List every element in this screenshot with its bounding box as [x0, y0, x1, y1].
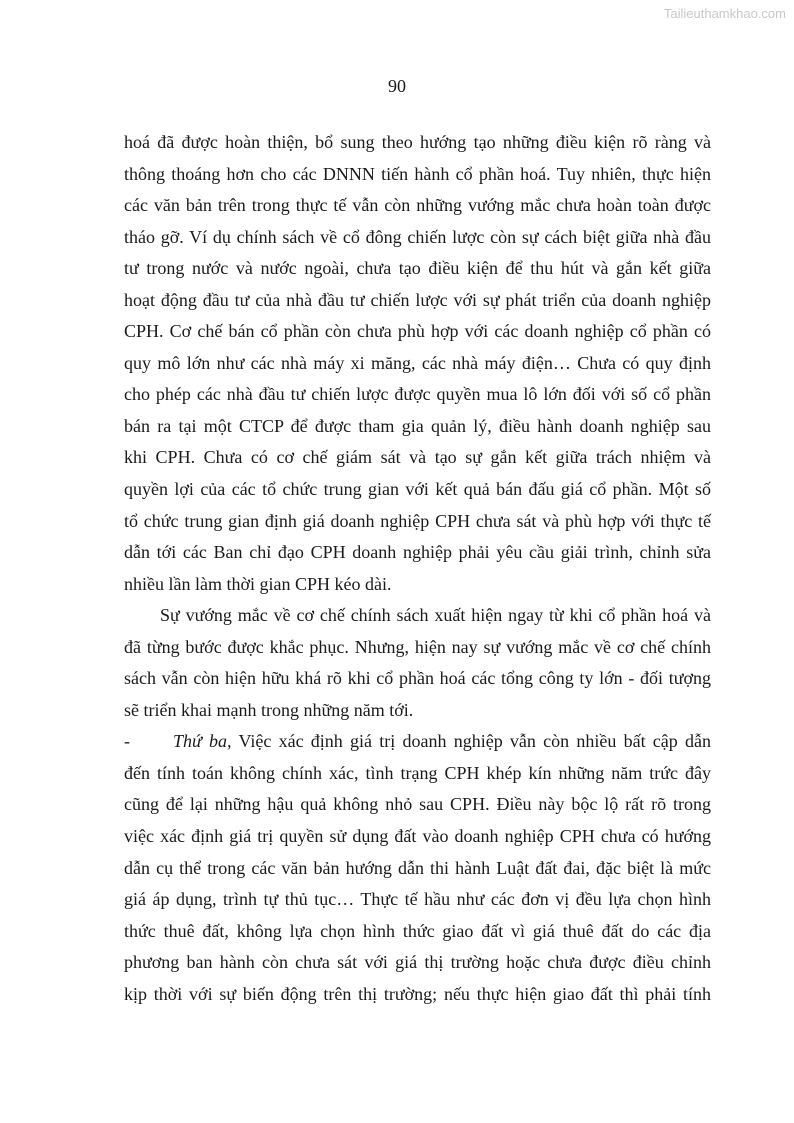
watermark: Tailieuthamkhao.com — [663, 6, 786, 21]
text-line: tổ chức trung gian định giá doanh nghiệp CPH chưa sát và phù hợp với thực tế — [124, 510, 711, 531]
text-line: Sự vướng mắc về cơ chế chính sách xuất hiện ngay từ khi cổ phần hoá và — [160, 605, 711, 626]
text-line: CPH. Cơ chế bán cổ phần còn chưa phù hợp với các doanh nghiệp cổ phần có — [124, 321, 711, 342]
text-line: sách vẫn còn hiện hữu khá rõ khi cổ phần hoá các tổng công ty lớn - đối tượng — [124, 668, 711, 689]
text-line: thức thuê đất, không lựa chọn hình thức giao đất vì giá thuê đất do các địa — [124, 920, 711, 941]
text-line: kịp thời với sự biến động trên thị trường; nếu thực hiện giao đất thì phải tính — [124, 983, 711, 1004]
text-line: đã từng bước được khắc phục. Nhưng, hiện nay sự vướng mắc về cơ chế chính — [124, 636, 711, 657]
text-line: cho phép các nhà đầu tư chiến lược được quyền mua lô lớn đối với số cổ phần — [124, 384, 711, 405]
text-line: hoá đã được hoàn thiện, bổ sung theo hướng tạo những điều kiện rõ ràng và — [124, 132, 711, 152]
text-line: tháo gỡ. Ví dụ chính sách về cổ đông chiến lược còn sự cách biệt giữa nhà đầu — [124, 226, 711, 247]
bullet-item — [124, 726, 711, 758]
text-line: khi CPH. Chưa có cơ chế giám sát và tạo sự gắn kết giữa trách nhiệm và — [124, 447, 711, 468]
text-line: việc xác định giá trị quyền sử dụng đất vào doanh nghiệp CPH chưa có hướng — [124, 826, 711, 847]
text-line: sẽ triển khai mạnh trong những năm tới. — [124, 699, 414, 720]
text-line: thông thoáng hơn cho các DNNN tiến hành cổ phần hoá. Tuy nhiên, thực hiện — [124, 163, 711, 184]
text-line: quy mô lớn như các nhà máy xi măng, các nhà máy điện… Chưa có quy định — [124, 352, 711, 373]
text-line: quyền lợi của các tổ chức trung gian với kết quả bán đấu giá cổ phần. Một số — [124, 479, 711, 500]
text-line: dẫn cụ thể trong các văn bản hướng dẫn thi hành Luật đất đai, đặc biệt là mức — [124, 857, 711, 878]
body-text — [124, 127, 711, 1010]
text-line: hoạt động đầu tư của nhà đầu tư chiến lược với sự phát triển của doanh nghiệp — [124, 289, 711, 310]
text-line: nhiều lần làm thời gian CPH kéo dài. — [124, 573, 392, 594]
text-line: giá áp dụng, trình tự thủ tục… Thực tế hầu như các đơn vị đều lựa chọn hình — [124, 889, 711, 910]
bullet-first-line — [173, 726, 711, 758]
text-line: bán ra tại một CTCP để được tham gia quản lý, điều hành doanh nghiệp sau — [124, 415, 711, 436]
text-line: phương ban hành còn chưa sát với giá thị trường hoặc chưa được điều chỉnh — [124, 952, 711, 973]
bullet-dash: - — [124, 731, 130, 752]
text-line: tư trong nước và nước ngoài, chưa tạo điều kiện để thu hút và gắn kết giữa — [124, 258, 711, 279]
text-line: các văn bản trên trong thực tế vẫn còn những vướng mắc chưa hoàn toàn được — [124, 195, 711, 216]
text-line: đến tính toán không chính xác, tình trạng CPH khép kín những năm trức đây — [124, 762, 711, 783]
bullet-lead: Thứ ba, — [173, 731, 232, 752]
text-line: cũng để lại những hậu quả không nhỏ sau CPH. Điều này bộc lộ rất rõ trong — [124, 794, 711, 815]
text-line: dẫn tới các Ban chỉ đạo CPH doanh nghiệp phải yêu cầu giải trình, chỉnh sửa — [124, 542, 711, 563]
page-number: 90 — [388, 76, 406, 96]
bullet-first-rest: Việc xác định giá trị doanh nghiệp vẫn còn nhiều bất cập dẫn — [231, 731, 711, 752]
